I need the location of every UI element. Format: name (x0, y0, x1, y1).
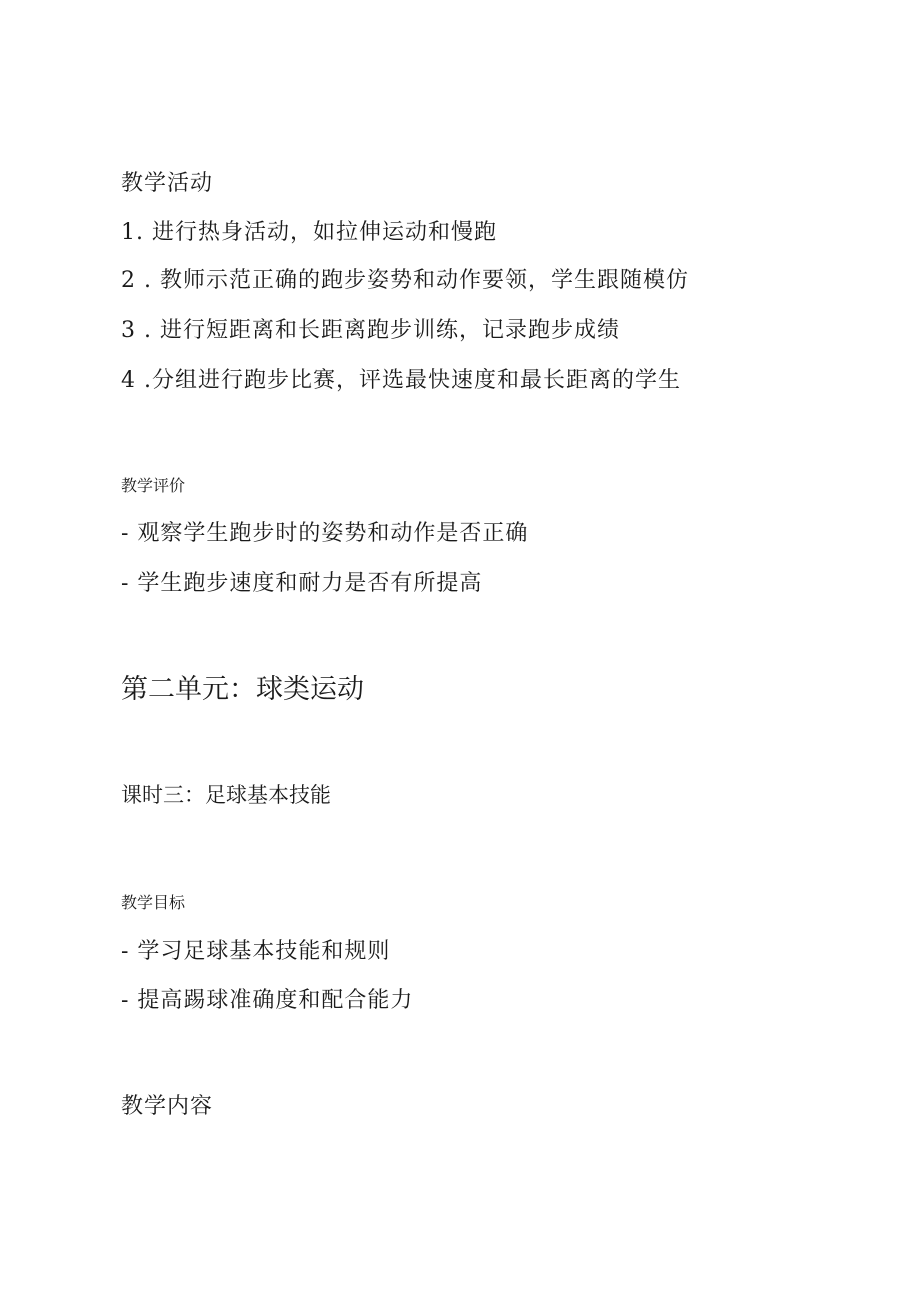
evaluation-item-1: - 观察学生跑步时的姿势和动作是否正确 (121, 521, 529, 546)
lesson-title: 课时三：足球基本技能 (121, 783, 331, 807)
activity-item-4: 4 .分组进行跑步比赛，评选最快速度和最长距离的学生 (121, 368, 681, 393)
unit-title: 第二单元：球类运动 (121, 674, 364, 705)
objective-item-2: - 提高踢球准确度和配合能力 (121, 988, 414, 1013)
section-heading-teaching-activities: 教学活动 (121, 171, 214, 196)
evaluation-item-2: - 学生跑步速度和耐力是否有所提高 (121, 571, 483, 596)
section-heading-teaching-objectives: 教学目标 (121, 893, 186, 912)
activity-item-2: 2 . 教师示范正确的跑步姿势和动作要领，学生跟随模仿 (121, 268, 689, 293)
section-heading-teaching-content: 教学内容 (121, 1094, 214, 1119)
activity-item-3: 3 . 进行短距离和长距离跑步训练，记录跑步成绩 (121, 318, 620, 343)
objective-item-1: - 学习足球基本技能和规则 (121, 939, 391, 964)
activity-item-1: 1. 进行热身活动，如拉伸运动和慢跑 (121, 220, 497, 245)
section-heading-teaching-evaluation: 教学评价 (121, 476, 186, 495)
